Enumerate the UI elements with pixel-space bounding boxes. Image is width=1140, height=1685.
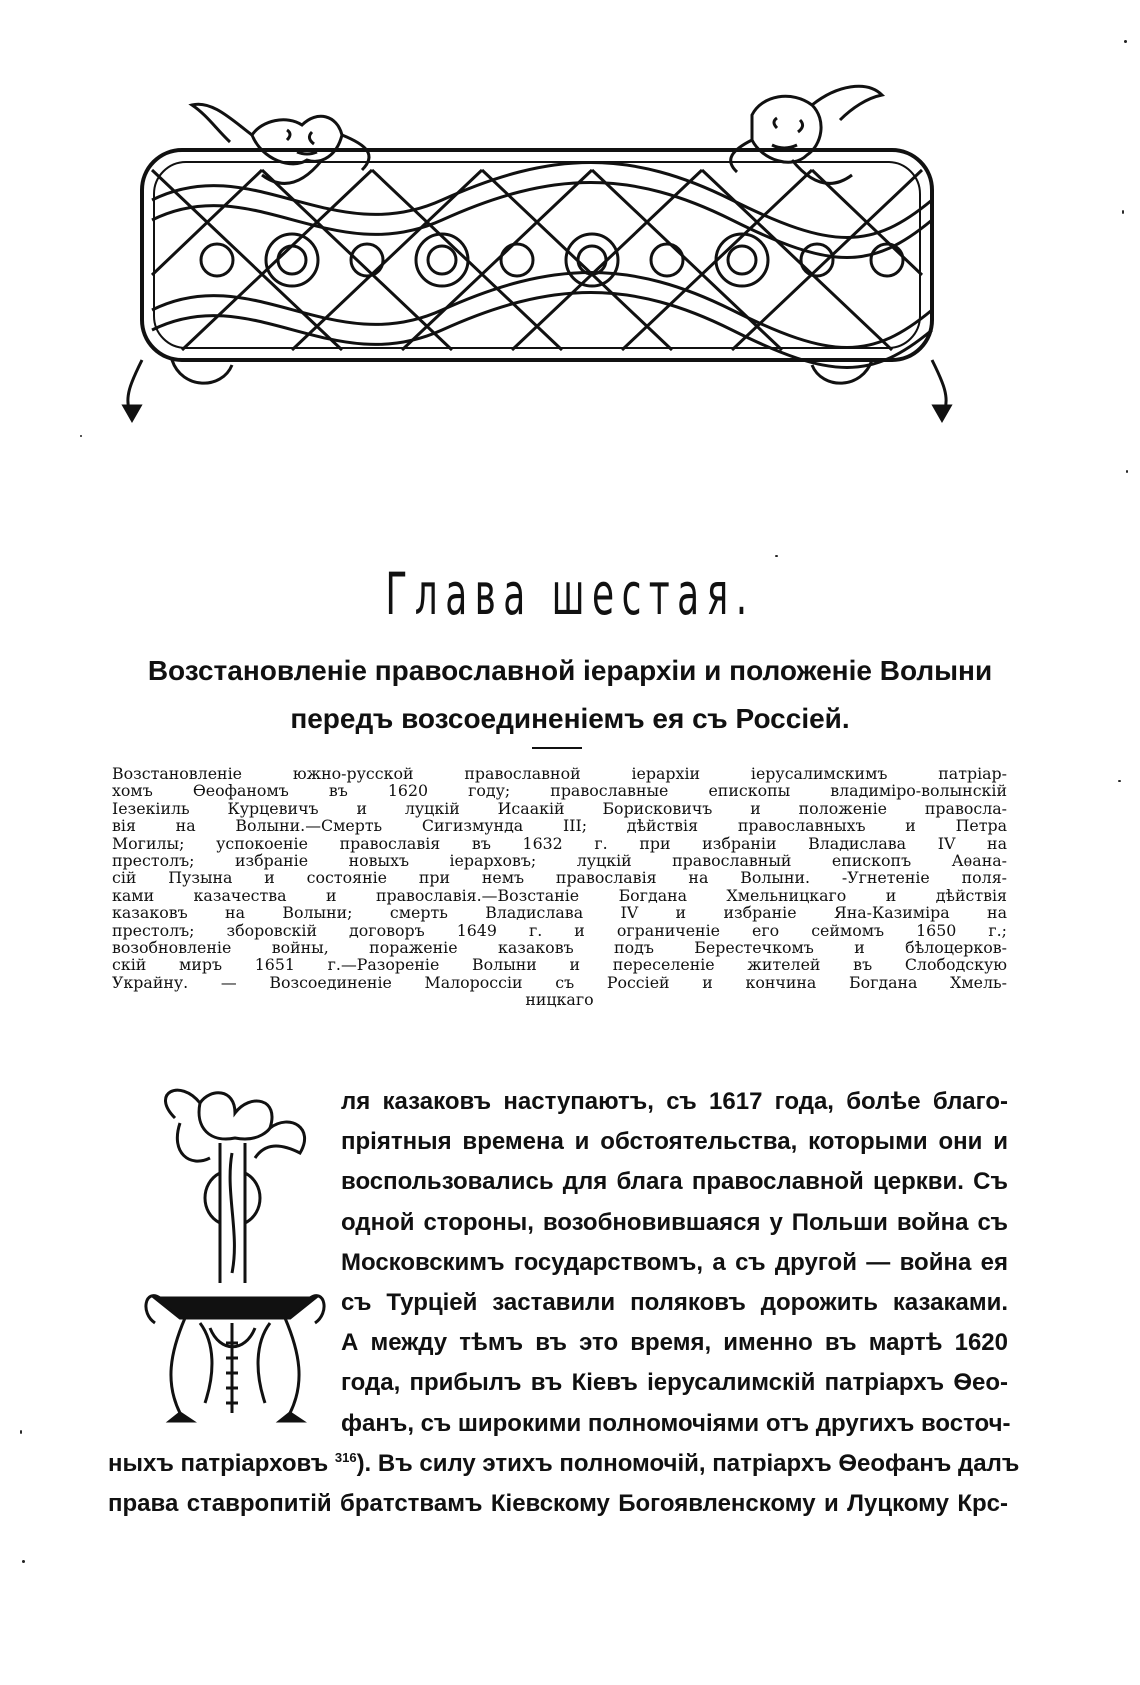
scan-speck [1118, 780, 1121, 782]
body-line: пріятныя времена и обстоятельства, которыми они и [341, 1128, 1008, 1156]
scan-speck [80, 435, 82, 437]
ornamental-headpiece [112, 60, 992, 440]
body-line-with-footnote [108, 1444, 1020, 1484]
body-line: одной стороны, возобновившаяся у Польши война съ [341, 1208, 1008, 1236]
body-line: воспользовались для блага православной церкви. Съ [341, 1168, 1008, 1196]
summary-line: Возстановленіе южно-русской православной іерархіи іерусалимскимъ патріар- [112, 764, 1007, 783]
footnote-reference[interactable]: 316 [334, 1449, 357, 1465]
summary-line: Іезекіиль Курцевичъ и луцкій Исаакій Борисковичъ и положеніе правосла- [112, 798, 1007, 818]
summary-line: Могилы; успокоеніе православія въ 1632 г. при избраніи Владислава IV на [112, 833, 1007, 853]
subtitle-line: Возстановленіе православной іерархіи и положеніе Волыни [147, 655, 993, 686]
summary-line: казаковъ на Волыни; смерть Владислава IV и избраніе Яна-Казиміра на [112, 903, 1007, 923]
summary-line: ницкаго [525, 990, 594, 1010]
body-text-segment: ныхъ патріарховъ [108, 1449, 329, 1477]
scan-speck [1124, 40, 1127, 43]
subtitle-line: передъ возсоединеніемъ ея съ Россіей. [290, 703, 850, 734]
body-text [108, 1082, 1020, 1524]
body-line: года, прибылъ въ Кіевъ іерусалимскій патріархъ Ѳео- [341, 1369, 1008, 1397]
summary-line: Украйну. — Возсоединеніе Малороссіи съ Россіей и кончина Богдана Хмель- [112, 972, 1007, 992]
chapter-subtitle [100, 647, 1040, 743]
summary-line: вія на Волыни.—Смерть Сигизмунда III; дѣйствія православныхъ и Петра [112, 816, 1007, 836]
scan-speck [20, 1430, 22, 1434]
summary-line: хомъ Ѳеофаномъ въ 1620 году; православные епископы владиміро-волынскій [112, 781, 1007, 801]
body-line: Московскимъ государствомъ, а съ другой — война ея [341, 1248, 1008, 1276]
body-line: права ставропитій братствамъ Кіевскому Богоявленскому и Луцкому Крс- [108, 1489, 1008, 1517]
chapter-title: Глава шестая. [385, 560, 755, 628]
chapter-summary [112, 765, 1007, 1008]
summary-line: скій миръ 1651 г.—Разореніе Волыни и переселеніе жителей въ Слободскую [112, 955, 1007, 975]
scan-speck [1122, 210, 1124, 214]
summary-line: возобновленіе войны, пораженіе казаковъ подъ Берестечкомъ и бѣлоцерков- [112, 937, 1007, 957]
body-line: А между тѣмъ въ это время, именно въ мартѣ 1620 [341, 1329, 1008, 1357]
body-line: фанъ, съ широкими полномочіями отъ другихъ восточ- [341, 1409, 1011, 1437]
body-text-segment: ). Въ силу этихъ полномочій, патріархъ Ѳеофанъ далъ [356, 1449, 1020, 1477]
summary-line: ками казачества и православія.—Возстаніе Богдана Хмельницкаго и дѣйствія [112, 885, 1007, 905]
body-line: ля казаковъ наступаютъ, съ 1617 года, болѣе благо- [341, 1088, 1008, 1115]
divider-rule [532, 747, 582, 749]
scan-speck [1126, 470, 1128, 473]
scan-speck [22, 1560, 25, 1563]
summary-line: сій Пузына и состояніе при немъ православія на Волыни. -Угнетеніе поля- [112, 868, 1007, 888]
scan-speck [775, 555, 778, 557]
summary-line: престолъ; избраніе новыхъ іерарховъ; луцкій православный епископъ Аѳана- [112, 850, 1007, 870]
body-line: съ Турціей заставили поляковъ дорожить казаками. [341, 1288, 1008, 1316]
summary-line: престолъ; зборовскій договоръ 1649 г. и ограниченіе его сеймомъ 1650 г.; [112, 920, 1007, 940]
